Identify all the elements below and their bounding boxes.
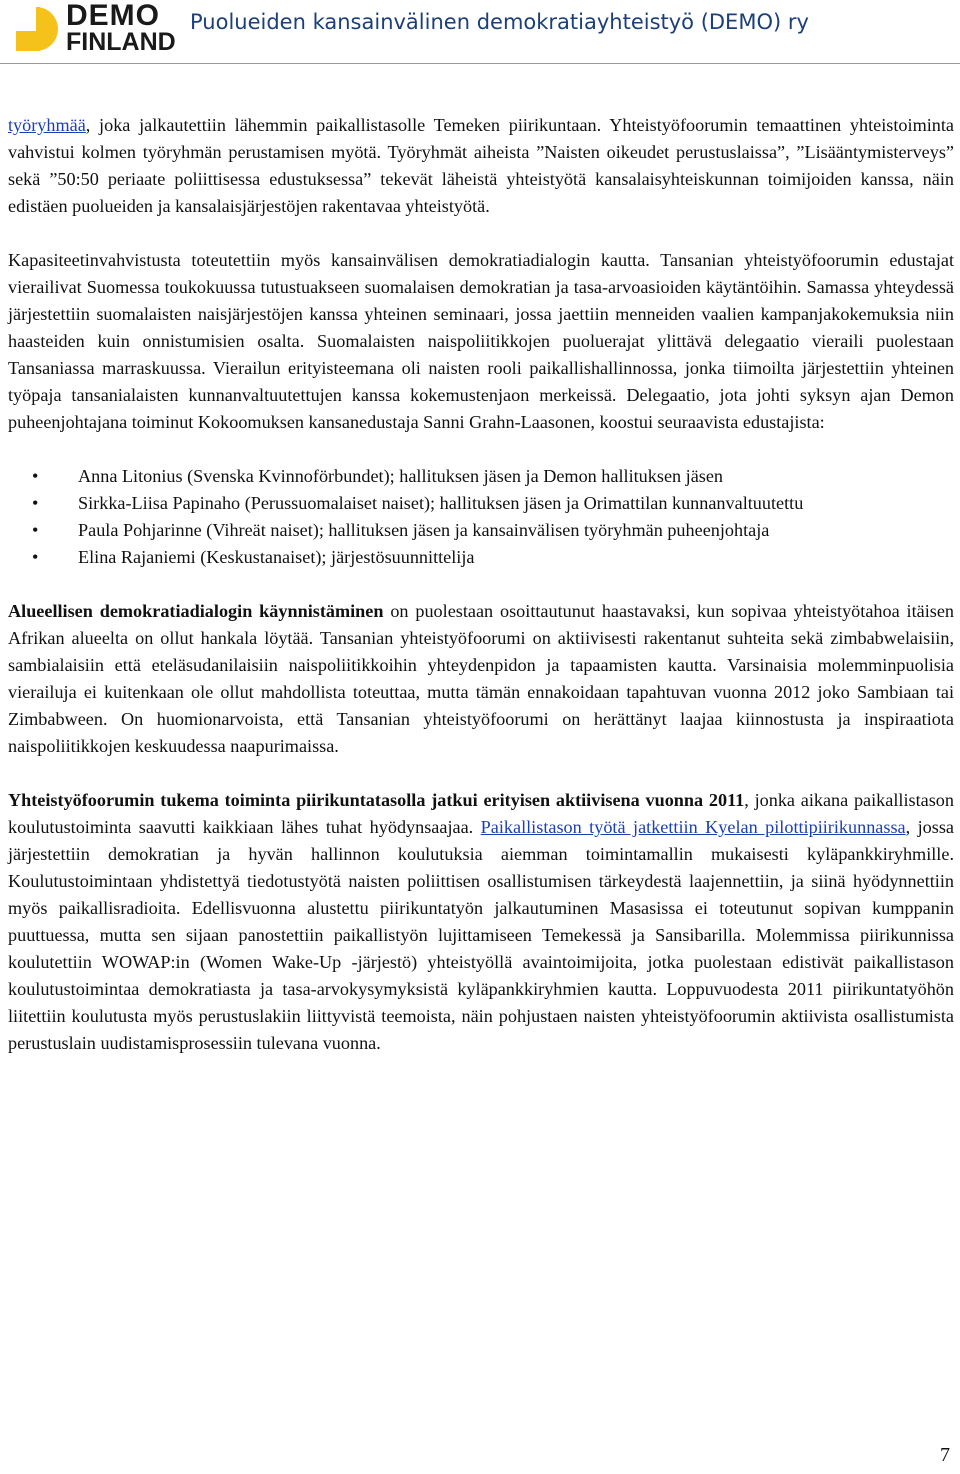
list-item-text: Anna Litonius (Svenska Kvinnoförbundet); hallituksen jäsen ja Demon hallituksen jäsen <box>78 466 724 486</box>
list-item <box>8 544 954 571</box>
list-item-text: Elina Rajaniemi (Keskustanaiset); järjestösuunnittelija <box>78 547 475 567</box>
document-body <box>8 112 954 1084</box>
header-title: Puolueiden kansainvälinen demokratiayhteistyö (DEMO) ry <box>190 10 809 34</box>
logo-finland-text: FINLAND <box>66 28 176 56</box>
list-item-text: Paula Pohjarinne (Vihreät naiset); hallituksen jäsen ja kansainvälisen työryhmän puheenjohtaja <box>78 520 770 540</box>
logo-demo-text: DEMO <box>66 0 160 32</box>
page-number: 7 <box>940 1444 950 1466</box>
paragraph-1 <box>8 112 954 220</box>
page-header <box>0 0 960 64</box>
paragraph-1-text: , joka jalkautettiin lähemmin paikallistasolle Temeken piirikuntaan. Yhteistyöfoorumin temaattinen yhteistoiminta vahvistui kolmen työryhmän perustamisen myötä. Työryhmät aiheista ”Naisten oikeudet perustuslaissa”, ”Lisääntymisterveys” sekä ”50:50 periaate poliittisessa edustuksessa” tekevät läheistä yhteistyötä kansalaisyhteiskunnan toimijoiden kanssa, näin edistäen puolueiden ja kansalaisjärjestöjen rakentavaa yhteistyötä. <box>8 115 954 216</box>
tyoryhmaa-link[interactable]: työryhmää <box>8 115 86 135</box>
paragraph-3-heading: Alueellisen demokratiadialogin käynnistäminen <box>8 601 384 621</box>
list-item <box>8 517 954 544</box>
paragraph-4 <box>8 787 954 1057</box>
delegation-list <box>8 463 954 571</box>
header-divider <box>0 63 960 64</box>
paragraph-3 <box>8 598 954 760</box>
paragraph-4-text-2: , jossa järjestettiin demokratian ja hyvän hallinnon koulutuksia aiemman toimintamallin mukaisesti kyläpankkiryhmille. Koulutustoimintaan yhdistettyä tiedotustyötä naisten poliittisen osallistumisen tärkeydestä laajennettiin, ja siinä hyödynnettiin myös paikallisradioita. Edellisvuonna alustettu piirikuntatyön jalkautuminen Masasissa ei toteutunut sopivan kumppanin puuttuessa, mutta sen sijaan panostettiin paikallistyön lujittamiseen Temekessä ja Sansibarilla. Molemmissa piirikunnissa koulutettiin WOWAP:in (Women Wake-Up -järjestö) yhteistyöllä avaintoimijoita, jotka puolestaan edistivät paikallistason koulutustoimintaa demokratiasta ja tasa-arvokysymyksistä kyläpankkiryhmien kautta. Loppuvuodesta 2011 piirikuntatyöhön liitettiin koulutusta myös perustuslakiin liittyvistä teemoista, näin pohjustaen naisten yhteistyöfoorumin aktiivista osallistumista perustuslain uudistamisprosessiin tulevana vuonna. <box>8 817 954 1053</box>
bullet-icon: • <box>32 520 39 540</box>
bullet-icon: • <box>32 547 39 567</box>
demo-finland-logo <box>14 0 176 56</box>
kyela-link[interactable]: Paikallistason työtä jatkettiin Kyelan pilottipiirikunnassa <box>480 817 906 837</box>
list-item <box>8 463 954 490</box>
paragraph-3-text: on puolestaan osoittautunut haastavaksi, kun sopivaa yhteistyötahoa itäisen Afrikan alueelta on ollut hankala löytää. Tansanian yhteistyöfoorumi on aktiivisesti rakentanut suhteita sekä zimbabwelaisiin, sambialaisiin että eteläsudanilaisiin naispoliitikkoihin yhteydenpidon ja tapaamisten kautta. Varsinaisia molemminpuolisia vierailuja ei kuitenkaan ole ollut mahdollista toteuttaa, mutta tämän ennakoidaan tapahtuvan vuonna 2012 joko Sambiaan tai Zimbabween. On huomionarvoista, että Tansanian yhteistyöfoorumi on herättänyt laajaa kiinnostusta ja inspiraatiota naispoliitikkojen keskuudessa naapurimaissa. <box>8 601 954 756</box>
bullet-icon: • <box>32 466 39 486</box>
paragraph-4-text-1: , jonka aikana paikallistason koulutustoiminta saavutti kaikkiaan lähes tuhat hyödynsaajaa. <box>8 790 954 837</box>
paragraph-2: Kapasiteetinvahvistusta toteutettiin myös kansainvälisen demokratiadialogin kautta. Tansanian yhteistyöfoorumin edustajat vierailivat Suomessa toukokuussa tutustuakseen suomalaisen demokratian ja tasa-arvoasioiden käytäntöihin. Samassa yhteydessä järjestettiin suomalaisten naisjärjestöjen kanssa yhteinen seminaari, jossa jaettiin menneiden vaalien kampanjakokemuksia niin haasteiden kuin onnistumisien osalta. Suomalaisten naispoliitikkojen puoluerajat ylittävä delegaatio vieraili puolestaan Tansaniassa marraskuussa. Vierailun erityisteemana oli naisten rooli paikallishallinnossa, jonka tiimoilta järjestettiin yhteinen työpaja tansanialaisten kunnanvaltuutettujen kanssa kokemustenjaon merkeissä. Delegaatio, jota johti syksyn ajan Demon puheenjohtajana toiminut Kokoomuksen kansanedustaja Sanni Grahn-Laasonen, koostui seuraavista edustajista: <box>8 250 954 432</box>
list-item <box>8 490 954 517</box>
list-item-text: Sirkka-Liisa Papinaho (Perussuomalaiset naiset); hallituksen jäsen ja Orimattilan kunnanvaltuutettu <box>78 493 804 513</box>
paragraph-4-heading: Yhteistyöfoorumin tukema toiminta piirikuntatasolla jatkui erityisen aktiivisena vuonna 2011 <box>8 790 745 810</box>
logo-mark-icon <box>14 3 62 55</box>
bullet-icon: • <box>32 493 39 513</box>
